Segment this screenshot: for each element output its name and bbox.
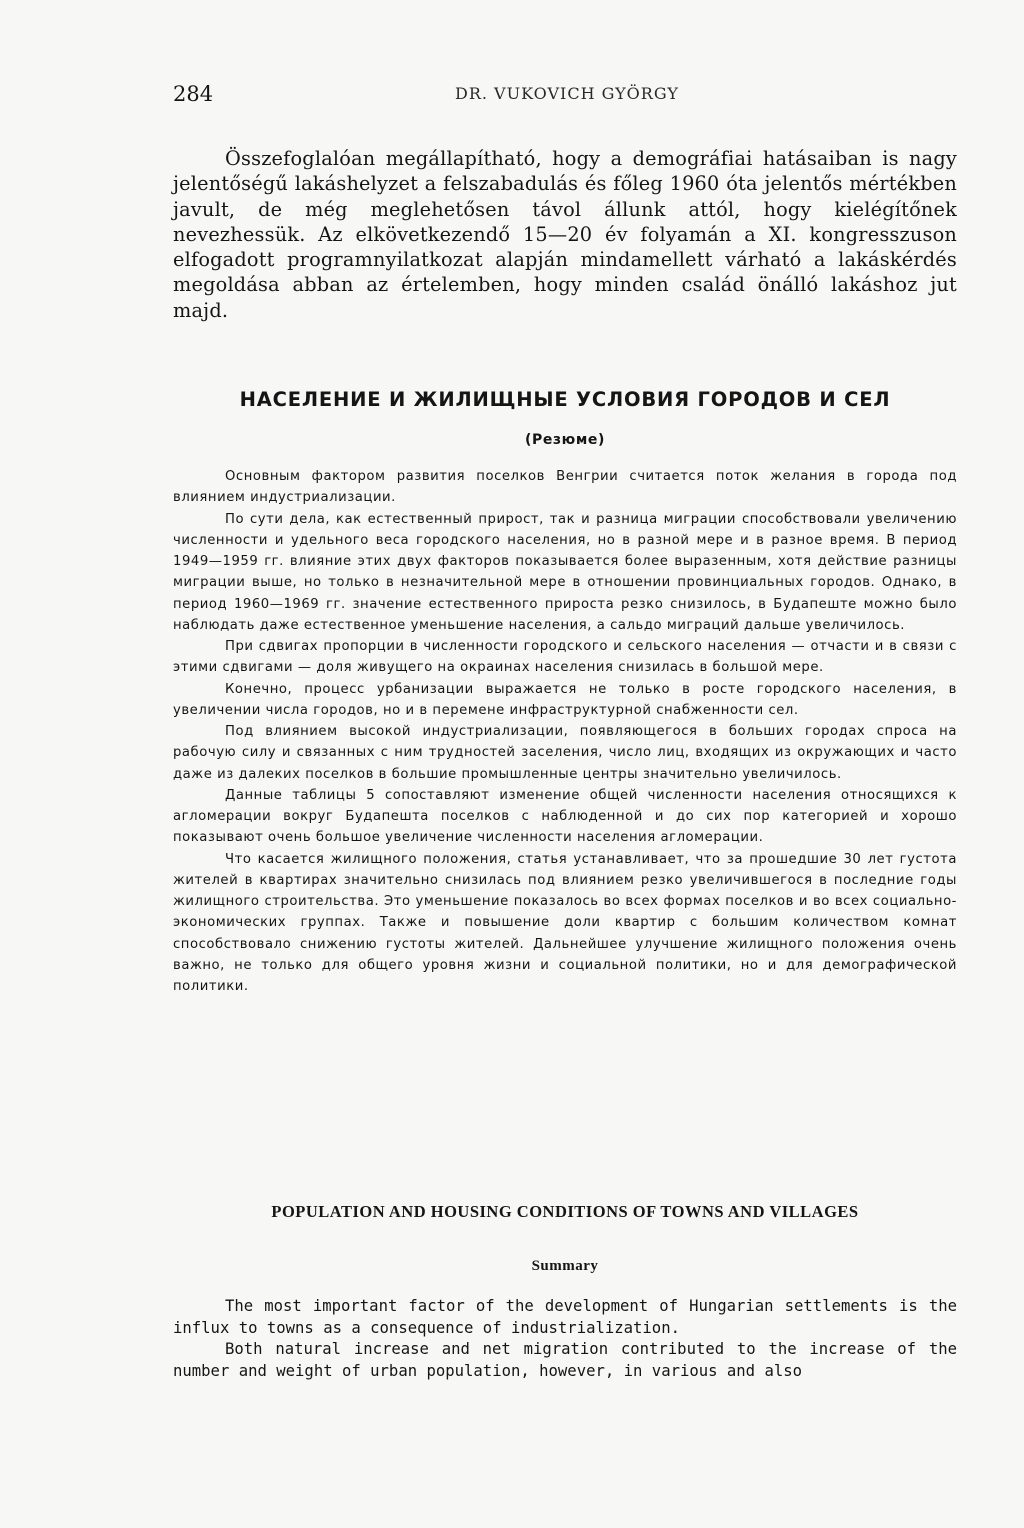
- english-paragraph: Both natural increase and net migration contributed to the increase of the number and weight of urban population, however, in various and also: [173, 1340, 957, 1380]
- russian-paragraph: Основным фактором развития поселков Венгрии считается поток желания в города под влиянием индустриализации.: [173, 469, 957, 506]
- russian-summary-body: [173, 466, 957, 997]
- russian-paragraph: Под влиянием высокой индустриализации, появляющегося в больших городах спроса на рабочую силу и связанных с ним трудностей заселения, число лиц, входящих из окружающих и часто даже из далеких поселков в большие промышленные центры значительно увеличилось.: [173, 724, 957, 782]
- hungarian-paragraph: Összefoglalóan megállapítható, hogy a demográfiai hatásaiban is nagy jelentőségű lakáshelyzet a felszabadulás és főleg 1960 óta jelentős mértékben javult, de még meglehetősen távol állunk attól, hogy kielégítőnek nevezhessük. Az elkövetkezendő 15—20 év folyamán a XI. kongresszuson elfogadott programnyilatkozat alapján mindamellett várható a lakáskérdés megoldása abban az értelemben, hogy minden család önálló lakáshoz jut majd.: [173, 147, 957, 322]
- english-paragraph: The most important factor of the development of Hungarian settlements is the influx to towns as a consequence of industrialization.: [173, 1297, 957, 1337]
- english-summary-subtitle: Summary: [531, 1258, 599, 1274]
- page-number: 284: [173, 82, 214, 106]
- russian-paragraph: При сдвигах пропорции в численности городского и сельского населения — отчасти и в связи с этими сдвигами — доля живущего на окраинах населения снизилась в большой мере.: [173, 639, 957, 676]
- english-summary-title: POPULATION AND HOUSING CONDITIONS OF TOWNS AND VILLAGES: [271, 1202, 859, 1221]
- russian-summary-title: НАСЕЛЕНИЕ И ЖИЛИЩНЫЕ УСЛОВИЯ ГОРОДОВ И СЕЛ: [239, 388, 891, 411]
- russian-paragraph: По сути дела, как естественный прирост, так и разница миграции способствовали увеличению численности и удельного веса городского населения, но в разной мере и в разное время. В период 1949—1959 гг. влияние этих двух факторов показывается более выразенным, хотя действие разницы миграции выше, но только в незначительной мере в отношении провинциальных городов. Однако, в период 1960—1969 гг. значение естественного прироста резко снизилось, в Будапеште можно было наблюдать даже естественное уменьшение населения, а сальдо миграций дальше увеличилось.: [173, 511, 957, 633]
- russian-summary-subtitle: (Резюме): [524, 432, 606, 448]
- english-summary-body: [173, 1296, 957, 1382]
- running-head: DR. VUKOVICH GYÖRGY: [455, 84, 679, 103]
- russian-paragraph: Данные таблицы 5 сопоставляют изменение общей численности населения относящихся к агломерации вокруг Будапешта поселков с наблюденной и до сих пор категорией и хорошо показывают очень большое увеличение численности населения агломерации.: [173, 787, 957, 846]
- page-header: [173, 82, 953, 112]
- russian-paragraph: Конечно, процесс урбанизации выражается не только в росте городского населения, в увеличении числа городов, но и в перемене инфраструктурной снабженности сел.: [173, 681, 957, 718]
- hungarian-conclusion: [173, 146, 957, 323]
- russian-paragraph: Что касается жилищного положения, статья устанавливает, что за прошедшие 30 лет густота жителей в квартирах значительно снизилась под влиянием резко увеличившегося в последние годы жилищного строительства. Это уменьшение показалось во всех формах поселков и во всех социально-экономических группах. Также и повышение доли квартир с большим количеством комнат способствовало снижению густоты жителей. Дальнейшее улучшение жилищного положения очень важно, не только для общего уровня жизни и социальной политики, но и для демографической политики.: [173, 851, 957, 994]
